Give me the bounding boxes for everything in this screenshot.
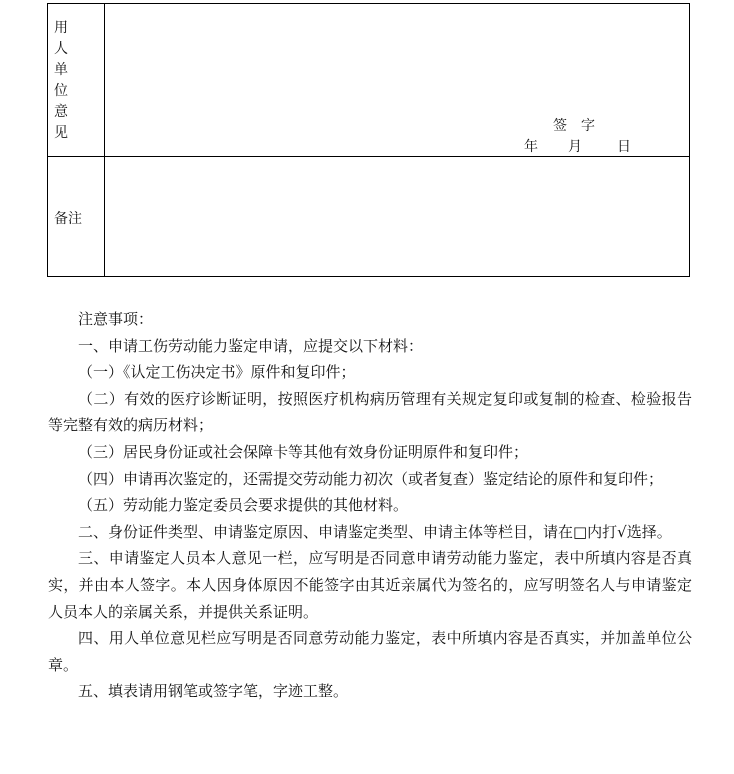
remarks-label-cell <box>48 157 105 277</box>
notes-title: 注意事项： <box>78 310 154 328</box>
remarks-label: 备注 <box>54 211 82 227</box>
date-month-label: 月 <box>568 139 582 155</box>
notes-item: （一）《认定工伤决定书》原件和复印件； <box>78 363 356 382</box>
employer-opinion-label: 用人单位意见 <box>54 20 68 141</box>
notes-item: 五、填表请用钢笔或签字笔，字迹工整。 <box>78 682 349 701</box>
employer-opinion-label-cell <box>48 4 105 156</box>
notes-item: 四、用人单位意见栏应写明是否同意劳动能力鉴定，表中所填内容是否真实，并加盖单位公章。 <box>48 629 692 674</box>
appraisal-form-table <box>47 3 690 277</box>
date-day-label: 日 <box>617 139 631 155</box>
employer-opinion-row <box>48 4 689 157</box>
date-line <box>524 136 631 156</box>
notes-item: 三、申请鉴定人员本人意见一栏，应写明是否同意申请劳动能力鉴定，表中所填内容是否真实，并由本人签字。本人因身体原因不能签字由其近亲属代为签名的，应写明签名人与申请鉴定人员本人的亲属关系，并提供关系证明。 <box>48 549 692 621</box>
notes-item: （四）申请再次鉴定的，还需提交劳动能力初次（或者复查）鉴定结论的原件和复印件； <box>78 469 664 488</box>
date-year-label: 年 <box>524 139 538 155</box>
notes-item: （二）有效的医疗诊断证明，按照医疗机构病历管理有关规定复印或复制的检查、检验报告等完整有效的病历材料； <box>48 389 692 435</box>
notes-item: （五）劳动能力鉴定委员会要求提供的其他材料。 <box>78 496 409 515</box>
notes-item: （三）居民身份证或社会保障卡等其他有效身份证明原件和复印件； <box>78 442 529 461</box>
signature-label: 签字 <box>553 118 609 134</box>
remarks-row <box>48 157 689 277</box>
notes-section <box>48 306 692 705</box>
notes-item: 一、申请工伤劳动能力鉴定申请，应提交以下材料： <box>78 336 424 355</box>
notes-item: 二、身份证件类型、申请鉴定原因、申请鉴定类型、申请主体等栏目，请在□内打√选择。 <box>78 522 672 541</box>
